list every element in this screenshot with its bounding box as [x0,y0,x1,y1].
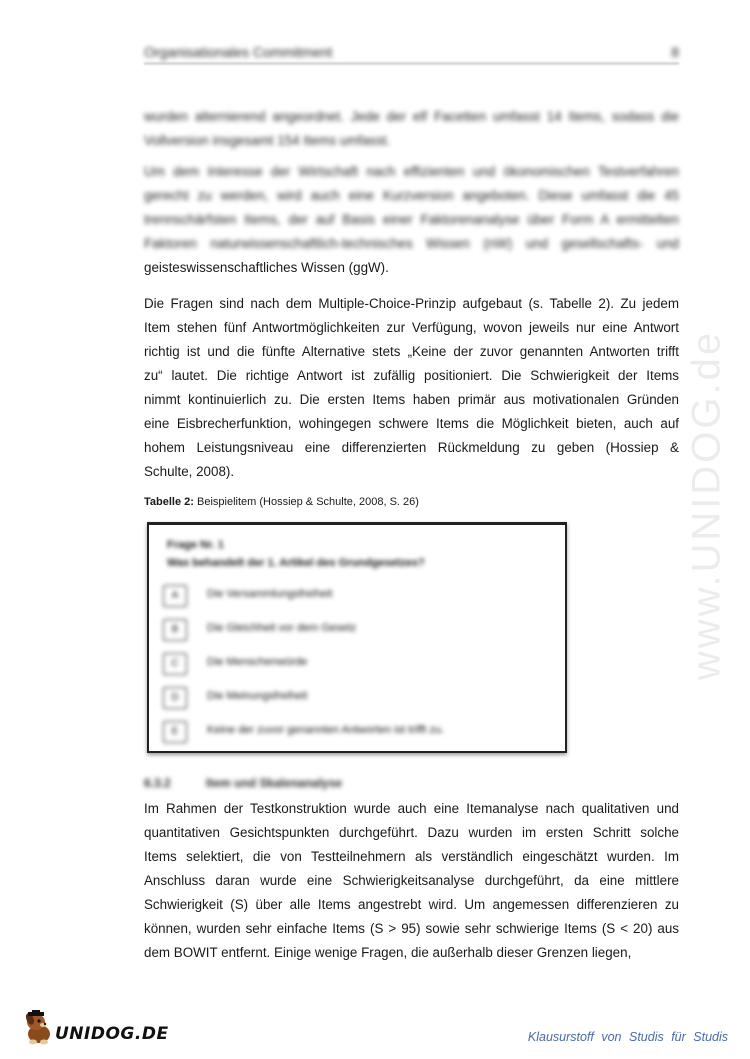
footer-tagline: Klausurstoff von Studis für Studis [527,1030,728,1044]
paragraph-1 [144,105,679,153]
option-letter-box: D [163,687,187,709]
watermark-text: www.UNIDOG.de [684,329,729,681]
section-title: Item und Skalenanalyse [206,776,343,790]
text-line: geisteswissenschaftliches Wissen (ggW). [144,260,389,275]
option-text: Die Versammlungsfreiheit [207,588,333,600]
text-line: Vollversion insgesamt 154 Items umfasst. [144,133,391,148]
dog-icon [22,1010,56,1046]
option-letter-box: A [163,585,187,607]
unidog-logo [22,1010,169,1050]
answer-option-d [163,687,543,711]
text-line: quantitativen Gesichtspunkten durchgeführt. Dazu wurden im ersten Schritt solche [144,825,679,840]
page-number: 8 [671,44,679,60]
paragraph-2 [144,160,679,280]
text-line: nimmt kontinuierlich zu. Die ersten Items haben primär aus motivationalen Gründen [144,392,679,407]
caption-text: Beispielitem (Hossiep & Schulte, 2008, S. 26) [193,496,419,508]
text-line: Item stehen fünf Antwortmöglichkeiten zur Verfügung, wovon jeweils nur eine Antwort [144,320,679,335]
question-number: Frage Nr. 1 [167,539,224,551]
question-text: Was behandelt der 1. Artikel des Grundgesetzes? [167,557,425,569]
answer-option-a [163,585,543,609]
text-line: dem BOWIT entfernt. Einige wenige Fragen, die außerhalb dieser Grenzen liegen, [144,945,632,960]
paragraph-4 [144,797,679,965]
text-line: zu“ lautet. Die richtige Antwort ist zufällig positioniert. Die Schwierigkeit der Items [144,368,679,383]
text-line: Faktoren naturwissenschaftlich-technisches Wissen (nW) und gesellschafts- und [144,236,679,251]
option-letter-box: C [163,653,187,675]
text-line: trennschärfsten Items, der auf Basis einer Faktorenanalyse über Form A ermittelten [144,212,679,227]
caption-label: Tabelle 2: [144,496,194,508]
text-line: Anschluss daran wurde eine Schwierigkeitsanalyse durchgeführt, da eine mittlere [144,873,679,888]
text-line: wurden alternierend angeordnet. Jede der elf Facetten umfasst 14 Items, sodass die [144,109,679,124]
answer-option-c [163,653,543,677]
option-text: Die Gleichheit vor dem Gesetz [207,622,357,634]
option-letter-box: E [163,721,187,743]
option-letter-box: B [163,619,187,641]
section-number: 6.3.2 [144,776,171,790]
text-line: gerecht zu werden, wird auch eine Kurzversion angeboten. Diese umfasst die 45 [144,188,679,203]
text-line: eine Eisbrecherfunktion, wohingegen schwere Items die Möglichkeit bieten, auch auf [144,416,679,431]
text-line: Schwierigkeit (S) über alle Items angestrebt wird. Um angemessen differenzieren zu [144,897,679,912]
option-text: Die Meinungsfreiheit [207,690,308,702]
example-item-figure [147,522,567,753]
answer-option-e [163,721,543,745]
option-text: Die Menschenwürde [207,656,308,668]
section-heading [144,776,342,790]
answer-option-b [163,619,543,643]
header-rule [144,63,679,64]
header-title: Organisationales Commitment [144,44,333,60]
text-line: Um dem Interesse der Wirtschaft nach effizienten und ökonomischen Testverfahren [144,164,679,179]
running-header [144,44,679,64]
paragraph-3 [144,292,679,484]
text-line: können, wurden sehr einfache Items (S > 95) sowie sehr schwierige Items (S < 20) aus [144,921,679,936]
text-line: hohem Leistungsniveau eine differenzierten Rückmeldung zu geben (Hossiep & [144,440,679,455]
text-line: Im Rahmen der Testkonstruktion wurde auch eine Itemanalyse nach qualitativen und [144,801,679,816]
option-text: Keine der zuvor genannten Antworten ist trifft zu. [207,724,445,736]
text-line: Schulte, 2008). [144,464,235,479]
logo-text: UNIDOG.DE [55,1024,169,1044]
text-line: Die Fragen sind nach dem Multiple-Choice-Prinzip aufgebaut (s. Tabelle 2). Zu jedem [144,296,679,311]
text-line: richtig ist und die fünfte Alternative stets „Keine der zuvor genannten Antworten trifft [144,344,679,359]
table-caption [144,496,419,508]
text-line: Items selektiert, die von Testteilnehmern als verständlich eingeschätzt wurden. Im [144,849,679,864]
